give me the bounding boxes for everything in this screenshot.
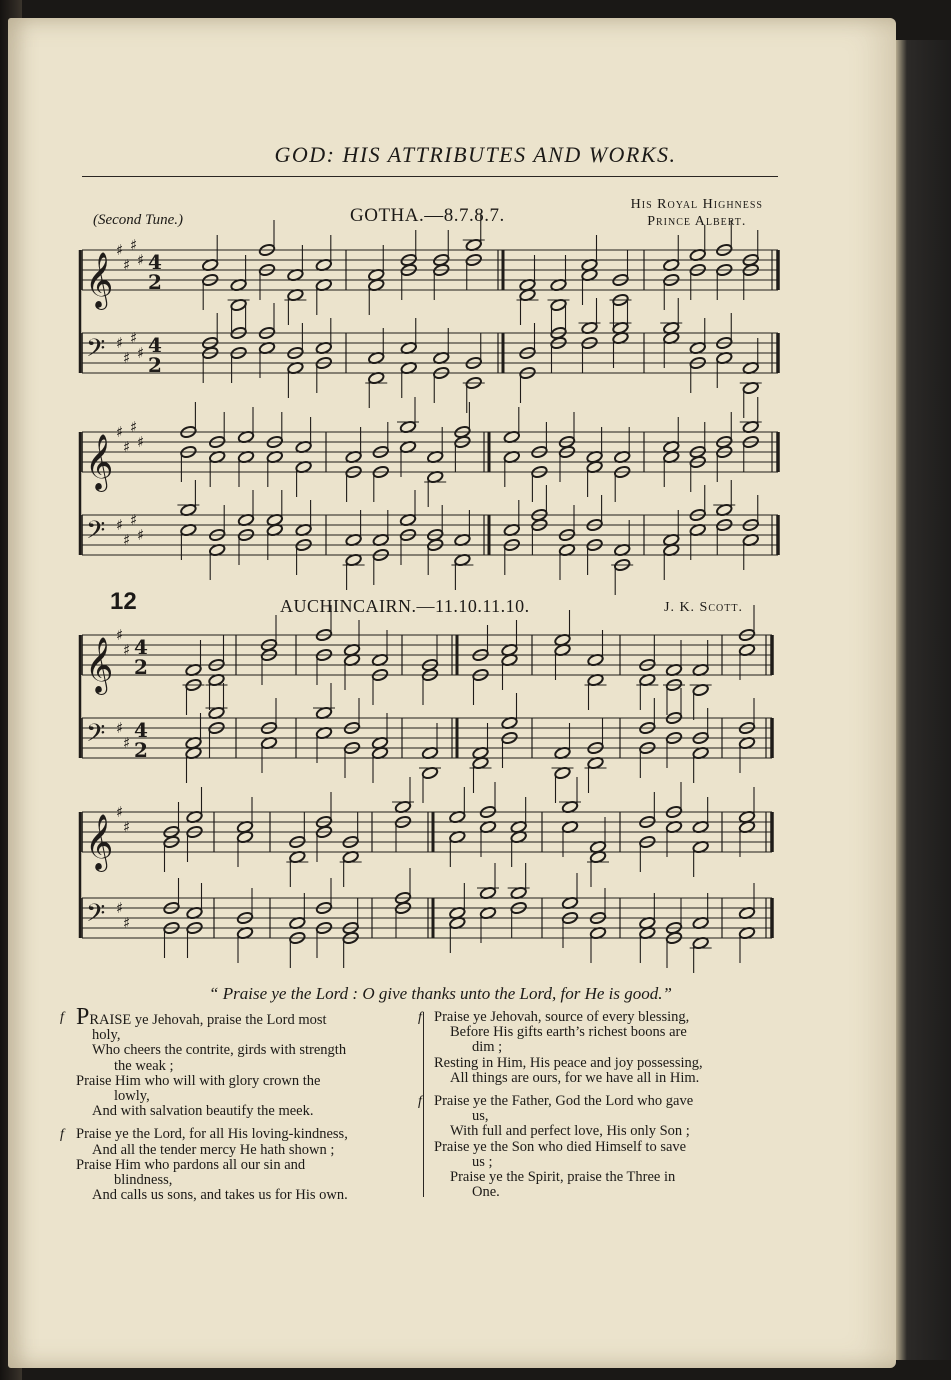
tune1-note: (Second Tune.): [93, 212, 183, 228]
tune2-title: AUCHINCAIRN.—11.10.11.10.: [280, 596, 530, 616]
sharp-icon: ♯: [123, 818, 131, 836]
bass-clef-icon: 𝄢: [86, 719, 106, 754]
sharp-icon: ♯: [123, 438, 131, 456]
verse-line: And calls us sons, and takes us for His own.: [92, 1187, 348, 1204]
bass-clef-icon: 𝄢: [86, 899, 106, 934]
verse-line: blindness,: [114, 1172, 173, 1189]
verse-line: dim ;: [472, 1039, 503, 1056]
verse-line: With full and perfect love, His only Son ;: [450, 1123, 690, 1140]
verse-line: Resting in Him, His peace and joy possessing,: [434, 1054, 703, 1071]
sharp-icon: ♯: [123, 641, 131, 659]
treble-clef-icon: 𝄞: [85, 252, 114, 308]
hymn-number: 12: [110, 588, 137, 615]
sharp-icon: ♯: [123, 734, 131, 752]
sharp-icon: ♯: [116, 241, 124, 259]
sharp-icon: ♯: [123, 349, 131, 367]
verse-line: Praise ye the Lord, for all His loving-kindness,: [76, 1126, 348, 1143]
sharp-icon: ♯: [116, 719, 124, 737]
dynamic-mark: f: [418, 1010, 422, 1025]
verse-line: us,: [472, 1108, 489, 1125]
drop-cap: P: [76, 1004, 90, 1030]
epigraph: “ Praise ye the Lord : O give thanks unto the Lord, for He is good.”: [209, 984, 672, 1003]
tune1-composer-line1: His Royal Highness: [630, 197, 763, 212]
stanza: [418, 1009, 776, 1086]
running-head: GOD: HIS ATTRIBUTES AND WORKS.: [274, 142, 677, 167]
sharp-icon: ♯: [116, 516, 124, 534]
verse-line: All things are ours, for we have all in Him.: [450, 1069, 700, 1086]
sharp-icon: ♯: [137, 433, 145, 451]
verse-line: And with salvation beautify the meek.: [92, 1103, 314, 1120]
treble-clef-icon: 𝄞: [85, 434, 114, 490]
bass-clef-icon: 𝄢: [86, 516, 106, 551]
time-signature-bottom: 2: [148, 270, 162, 294]
verses-left-column: [60, 1004, 412, 1211]
time-signature-bottom: 2: [134, 738, 148, 762]
verse-line: Praise Him who will with glory crown the: [76, 1072, 321, 1089]
verse-line: us ;: [472, 1153, 493, 1170]
time-signature-top: 4: [134, 718, 148, 742]
verse-line: Praise ye the Son who died Himself to save: [434, 1138, 687, 1155]
sharp-icon: ♯: [130, 329, 138, 347]
stanza: [418, 1093, 776, 1201]
time-signature-top: 4: [148, 250, 162, 274]
verse-line: holy,: [92, 1027, 121, 1044]
sharp-icon: ♯: [116, 899, 124, 917]
verse-line: PRAISE ye Jehovah, praise the Lord most: [76, 1004, 327, 1030]
tune1-composer: [631, 196, 763, 230]
sharp-icon: ♯: [123, 256, 131, 274]
sharp-icon: ♯: [116, 334, 124, 352]
verse-line: Praise Him who pardons all our sin and: [76, 1156, 306, 1173]
treble-clef-icon: 𝄞: [85, 637, 114, 693]
stanza: [60, 1126, 412, 1204]
book-cover-edge: [888, 40, 951, 1360]
stanza: [60, 1004, 412, 1120]
dynamic-mark: f: [60, 1127, 64, 1143]
verse-line: lowly,: [114, 1088, 150, 1105]
sharp-icon: ♯: [130, 418, 138, 436]
dynamic-mark: f: [60, 1010, 64, 1025]
treble-clef-icon: 𝄞: [85, 814, 114, 870]
verse-line: Praise ye the Father, God the Lord who gave: [434, 1093, 694, 1110]
tune1-title: GOTHA.—8.7.8.7.: [350, 205, 505, 226]
tune1-composer-line2: Prince Albert.: [647, 214, 747, 229]
sharp-icon: ♯: [116, 423, 124, 441]
verses-right-column: [418, 1009, 776, 1208]
sharp-icon: ♯: [116, 803, 124, 821]
verse-line: the weak ;: [114, 1057, 174, 1074]
column-divider: [423, 1012, 424, 1197]
verse-line: One.: [472, 1184, 500, 1201]
time-signature-bottom: 2: [134, 655, 148, 679]
sharp-icon: ♯: [116, 626, 124, 644]
sharp-icon: ♯: [123, 531, 131, 549]
sharp-icon: ♯: [130, 511, 138, 529]
verse-line: Praise ye the Spirit, praise the Three in: [450, 1169, 676, 1186]
time-signature-bottom: 2: [148, 353, 162, 377]
verse-line: Who cheers the contrite, girds with strength: [92, 1042, 347, 1059]
dynamic-mark: f: [418, 1094, 422, 1110]
verse-line: Before His gifts earth’s richest boons are: [450, 1024, 687, 1041]
bass-clef-icon: 𝄢: [86, 334, 106, 369]
time-signature-top: 4: [148, 333, 162, 357]
sharp-icon: ♯: [130, 236, 138, 254]
head-rule: [82, 176, 778, 177]
sharp-icon: ♯: [123, 914, 131, 932]
verse-line: Praise ye Jehovah, source of every blessing,: [434, 1009, 690, 1025]
verse-line: And all the tender mercy He hath shown ;: [92, 1141, 335, 1158]
time-signature-top: 4: [134, 635, 148, 659]
sharp-icon: ♯: [137, 344, 145, 362]
sharp-icon: ♯: [137, 526, 145, 544]
sharp-icon: ♯: [137, 251, 145, 269]
tune2-composer: J. K. Scott.: [664, 600, 743, 615]
